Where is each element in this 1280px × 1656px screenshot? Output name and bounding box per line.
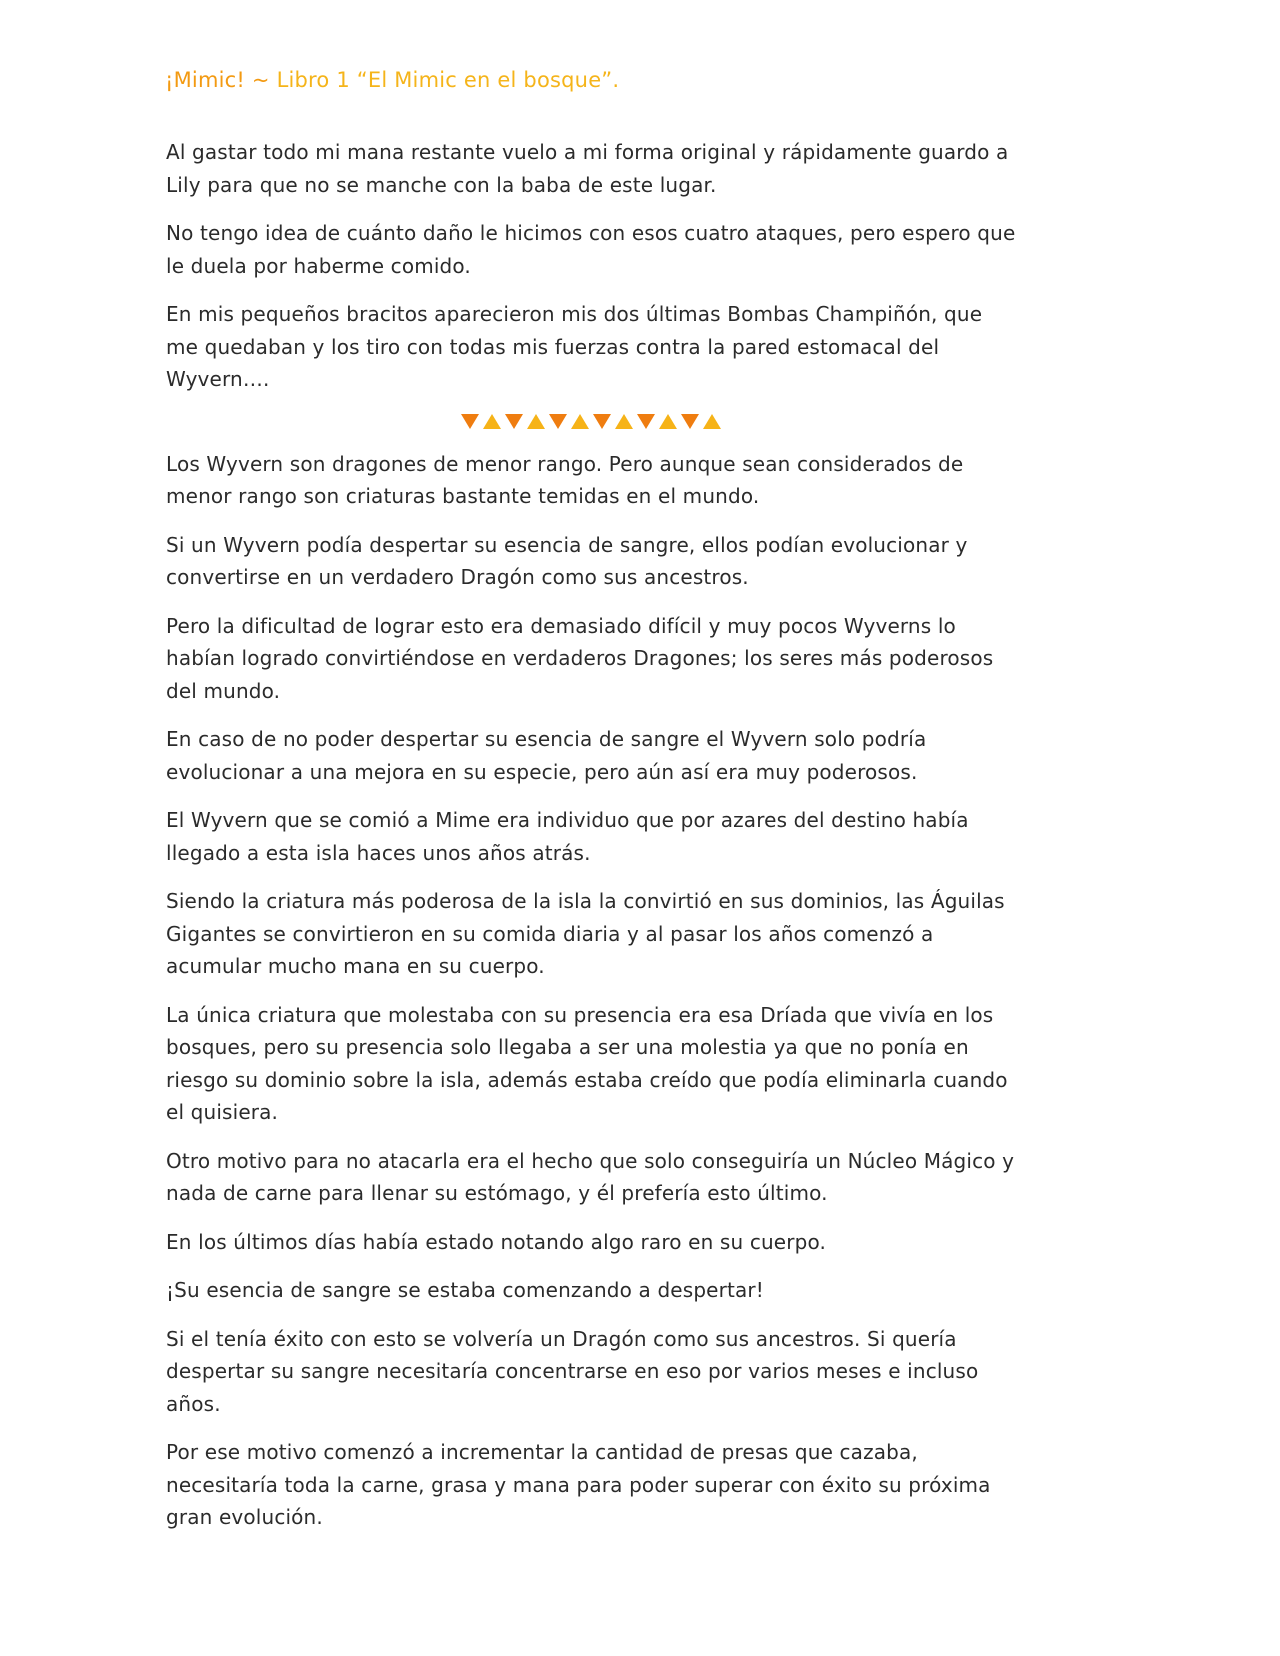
triangle-down-icon xyxy=(505,414,523,429)
paragraph: La única criatura que molestaba con su presencia era esa Dríada que vivía en los bosques, pero su presencia solo llegaba a ser una molestia ya que no ponía en riesgo su dominio sobre la isla, además estaba creído que podía eliminarla cuando el quisiera. xyxy=(166,1002,1008,1124)
paragraph: Al gastar todo mi mana restante vuelo a mi forma original y rápidamente guardo a Lily para que no se manche con la baba de este lugar. xyxy=(166,140,1009,197)
triangle-up-icon xyxy=(659,414,677,429)
triangle-down-icon xyxy=(681,414,699,429)
scene-break-divider xyxy=(166,408,1016,436)
paragraph: Siendo la criatura más poderosa de la isla la convirtió en sus dominios, las Águilas Gigantes se convirtieron en su comida diaria y al pasar los años comenzó a acumular mucho mana en su cuerpo. xyxy=(166,889,1005,978)
triangle-down-icon xyxy=(549,414,567,429)
triangle-up-icon xyxy=(615,414,633,429)
paragraph: Si un Wyvern podía despertar su esencia de sangre, ellos podían evolucionar y convertirse en un verdadero Dragón como sus ancestros. xyxy=(166,532,968,589)
paragraph: Pero la dificultad de lograr esto era demasiado difícil y muy pocos Wyverns lo habían logrado convirtiéndose en verdaderos Dragones; los seres más poderosos del mundo. xyxy=(166,613,994,703)
running-header xyxy=(165,68,619,92)
paragraph: En mis pequeños bracitos aparecieron mis dos últimas Bombas Champiñón, que me quedaban y los tiro con todas mis fuerzas contra la pared estomacal del Wyvern…. xyxy=(166,302,983,391)
triangle-down-icon xyxy=(593,414,611,429)
triangle-up-icon xyxy=(483,414,501,429)
header-book-title: Libro 1 “El Mimic en el bosque”. xyxy=(276,68,620,92)
paragraph: Por ese motivo comenzó a incrementar la cantidad de presas que cazaba, necesitaría toda la carne, grasa y mana para poder superar con éxito su próxima gran evolución. xyxy=(166,1440,991,1529)
paragraph: En caso de no poder despertar su esencia de sangre el Wyvern solo podría evolucionar a una mejora en su especie, pero aún así era muy poderosos. xyxy=(166,727,927,784)
paragraph: Otro motivo para no atacarla era el hecho que solo conseguiría un Núcleo Mágico y nada de carne para llenar su estómago, y él prefería esto último. xyxy=(166,1148,1015,1205)
triangle-up-icon xyxy=(527,414,545,429)
paragraph: ¡Su esencia de sangre se estaba comenzando a despertar! xyxy=(166,1278,764,1302)
paragraph: Los Wyvern son dragones de menor rango. Pero aunque sean considerados de menor rango son criaturas bastante temidas en el mundo. xyxy=(166,451,964,508)
paragraph: El Wyvern que se comió a Mime era individuo que por azares del destino había llegado a esta isla haces unos años atrás. xyxy=(166,808,969,865)
header-series-title: ¡Mimic! ~ xyxy=(165,68,277,92)
body-text xyxy=(166,136,1016,1550)
triangle-up-icon xyxy=(571,414,589,429)
triangle-down-icon xyxy=(461,414,479,429)
triangle-down-icon xyxy=(637,414,655,429)
paragraph: En los últimos días había estado notando algo raro en su cuerpo. xyxy=(166,1229,827,1254)
paragraph: Si el tenía éxito con esto se volvería un Dragón como sus ancestros. Si quería despertar su sangre necesitaría concentrarse en eso por varios meses e incluso años. xyxy=(166,1326,979,1416)
paragraph: No tengo idea de cuánto daño le hicimos con esos cuatro ataques, pero espero que le duela por haberme comido. xyxy=(166,221,1016,278)
triangle-up-icon xyxy=(703,414,721,429)
